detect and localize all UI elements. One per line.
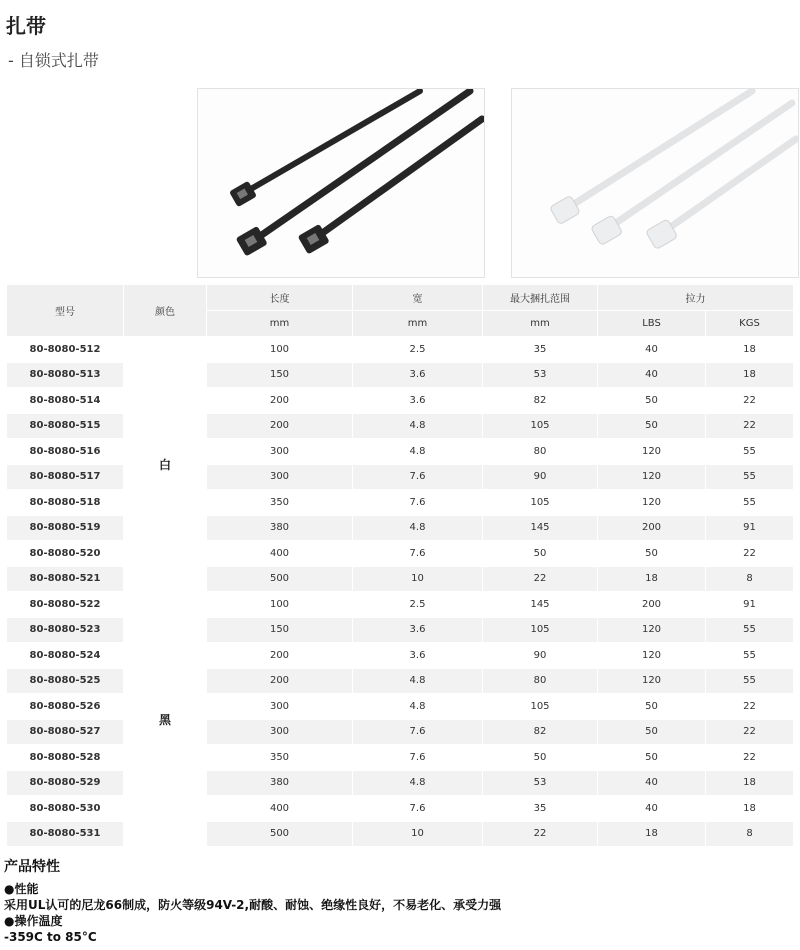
range-cell: 35 — [483, 796, 598, 822]
header-length: 长度 — [207, 285, 353, 311]
white-cable-tie — [550, 91, 752, 225]
table-row — [7, 337, 794, 363]
width-cell: 7.6 — [353, 541, 483, 567]
product-features — [4, 856, 501, 945]
width-cell: 7.6 — [353, 490, 483, 516]
lbs-cell: 18 — [598, 821, 706, 847]
width-cell: 4.8 — [353, 770, 483, 796]
range-cell: 50 — [483, 541, 598, 567]
width-cell: 2.5 — [353, 592, 483, 618]
lbs-cell: 50 — [598, 541, 706, 567]
lbs-cell: 120 — [598, 617, 706, 643]
kgs-cell: 55 — [706, 439, 794, 465]
length-cell: 100 — [207, 337, 353, 363]
kgs-cell: 55 — [706, 643, 794, 669]
width-cell: 4.8 — [353, 413, 483, 439]
lbs-cell: 40 — [598, 337, 706, 363]
length-cell: 300 — [207, 464, 353, 490]
lbs-cell: 40 — [598, 796, 706, 822]
lbs-cell: 120 — [598, 464, 706, 490]
header-model: 型号 — [7, 285, 124, 337]
length-cell: 200 — [207, 413, 353, 439]
kgs-cell: 22 — [706, 541, 794, 567]
lbs-cell: 120 — [598, 643, 706, 669]
model-cell: 80-8080-526 — [7, 694, 124, 720]
length-cell: 150 — [207, 617, 353, 643]
kgs-cell: 91 — [706, 515, 794, 541]
model-cell: 80-8080-512 — [7, 337, 124, 363]
width-cell: 4.8 — [353, 515, 483, 541]
width-cell: 3.6 — [353, 362, 483, 388]
lbs-cell: 40 — [598, 770, 706, 796]
lbs-cell: 120 — [598, 490, 706, 516]
range-cell: 80 — [483, 439, 598, 465]
model-cell: 80-8080-516 — [7, 439, 124, 465]
range-cell: 35 — [483, 337, 598, 363]
kgs-cell: 18 — [706, 337, 794, 363]
kgs-cell: 22 — [706, 694, 794, 720]
performance-heading: ●性能 — [4, 882, 39, 896]
unit-kgs: KGS — [706, 311, 794, 337]
model-cell: 80-8080-513 — [7, 362, 124, 388]
length-cell: 400 — [207, 796, 353, 822]
length-cell: 380 — [207, 770, 353, 796]
width-cell: 10 — [353, 821, 483, 847]
lbs-cell: 200 — [598, 592, 706, 618]
length-cell: 300 — [207, 719, 353, 745]
table-row — [7, 592, 794, 618]
length-cell: 380 — [207, 515, 353, 541]
spec-table — [6, 284, 794, 847]
width-cell: 7.6 — [353, 719, 483, 745]
kgs-cell: 8 — [706, 566, 794, 592]
range-cell: 82 — [483, 388, 598, 414]
model-cell: 80-8080-525 — [7, 668, 124, 694]
width-cell: 4.8 — [353, 668, 483, 694]
model-cell: 80-8080-522 — [7, 592, 124, 618]
length-cell: 150 — [207, 362, 353, 388]
kgs-cell: 22 — [706, 413, 794, 439]
length-cell: 300 — [207, 694, 353, 720]
model-cell: 80-8080-519 — [7, 515, 124, 541]
unit-max-bundle: mm — [483, 311, 598, 337]
lbs-cell: 50 — [598, 745, 706, 771]
range-cell: 53 — [483, 770, 598, 796]
page-title: 扎带 — [6, 14, 46, 38]
model-cell: 80-8080-521 — [7, 566, 124, 592]
range-cell: 105 — [483, 617, 598, 643]
lbs-cell: 120 — [598, 668, 706, 694]
lbs-cell: 50 — [598, 694, 706, 720]
kgs-cell: 8 — [706, 821, 794, 847]
range-cell: 105 — [483, 490, 598, 516]
model-cell: 80-8080-528 — [7, 745, 124, 771]
range-cell: 145 — [483, 515, 598, 541]
kgs-cell: 22 — [706, 388, 794, 414]
features-title: 产品特性 — [4, 859, 60, 875]
range-cell: 50 — [483, 745, 598, 771]
range-cell: 22 — [483, 566, 598, 592]
length-cell: 200 — [207, 388, 353, 414]
white-cable-ties-illustration — [512, 89, 798, 277]
length-cell: 500 — [207, 566, 353, 592]
lbs-cell: 50 — [598, 413, 706, 439]
temperature-heading: ●操作温度 — [4, 914, 63, 928]
width-cell: 4.8 — [353, 694, 483, 720]
white-cable-ties-photo — [511, 88, 799, 278]
width-cell: 3.6 — [353, 643, 483, 669]
lbs-cell: 200 — [598, 515, 706, 541]
width-cell: 3.6 — [353, 617, 483, 643]
length-cell: 400 — [207, 541, 353, 567]
kgs-cell: 22 — [706, 745, 794, 771]
range-cell: 90 — [483, 643, 598, 669]
model-cell: 80-8080-523 — [7, 617, 124, 643]
model-cell: 80-8080-529 — [7, 770, 124, 796]
header-tension: 拉力 — [598, 285, 794, 311]
temperature-text: -359C to 85°C — [4, 930, 97, 944]
black-cable-tie — [298, 119, 482, 255]
range-cell: 22 — [483, 821, 598, 847]
width-cell: 7.6 — [353, 796, 483, 822]
header-max-bundle: 最大捆扎范围 — [483, 285, 598, 311]
length-cell: 200 — [207, 668, 353, 694]
lbs-cell: 18 — [598, 566, 706, 592]
lbs-cell: 120 — [598, 439, 706, 465]
lbs-cell: 50 — [598, 388, 706, 414]
model-cell: 80-8080-520 — [7, 541, 124, 567]
page-subtitle: - 自锁式扎带 — [8, 51, 99, 70]
kgs-cell: 18 — [706, 770, 794, 796]
color-group-white: 白 — [124, 337, 207, 592]
range-cell: 105 — [483, 413, 598, 439]
width-cell: 7.6 — [353, 745, 483, 771]
range-cell: 145 — [483, 592, 598, 618]
kgs-cell: 55 — [706, 617, 794, 643]
model-cell: 80-8080-531 — [7, 821, 124, 847]
lbs-cell: 40 — [598, 362, 706, 388]
unit-length: mm — [207, 311, 353, 337]
kgs-cell: 22 — [706, 719, 794, 745]
black-cable-tie — [236, 91, 470, 257]
range-cell: 90 — [483, 464, 598, 490]
length-cell: 350 — [207, 745, 353, 771]
unit-width: mm — [353, 311, 483, 337]
black-cable-ties-illustration — [198, 89, 484, 277]
model-cell: 80-8080-514 — [7, 388, 124, 414]
header-width: 宽 — [353, 285, 483, 311]
kgs-cell: 55 — [706, 464, 794, 490]
width-cell: 3.6 — [353, 388, 483, 414]
performance-text: 采用UL认可的尼龙66制成，防火等级94V-2,耐酸、耐蚀、绝缘性良好，不易老化、承受力强 — [4, 898, 502, 912]
length-cell: 300 — [207, 439, 353, 465]
model-cell: 80-8080-527 — [7, 719, 124, 745]
range-cell: 82 — [483, 719, 598, 745]
width-cell: 4.8 — [353, 439, 483, 465]
kgs-cell: 18 — [706, 796, 794, 822]
unit-lbs: LBS — [598, 311, 706, 337]
range-cell: 105 — [483, 694, 598, 720]
range-cell: 80 — [483, 668, 598, 694]
model-cell: 80-8080-515 — [7, 413, 124, 439]
model-cell: 80-8080-530 — [7, 796, 124, 822]
length-cell: 100 — [207, 592, 353, 618]
model-cell: 80-8080-518 — [7, 490, 124, 516]
width-cell: 7.6 — [353, 464, 483, 490]
length-cell: 200 — [207, 643, 353, 669]
width-cell: 2.5 — [353, 337, 483, 363]
model-cell: 80-8080-524 — [7, 643, 124, 669]
length-cell: 350 — [207, 490, 353, 516]
range-cell: 53 — [483, 362, 598, 388]
kgs-cell: 55 — [706, 490, 794, 516]
color-group-black: 黑 — [124, 592, 207, 847]
kgs-cell: 91 — [706, 592, 794, 618]
length-cell: 500 — [207, 821, 353, 847]
kgs-cell: 18 — [706, 362, 794, 388]
kgs-cell: 55 — [706, 668, 794, 694]
header-color: 颜色 — [124, 285, 207, 337]
model-cell: 80-8080-517 — [7, 464, 124, 490]
width-cell: 10 — [353, 566, 483, 592]
lbs-cell: 50 — [598, 719, 706, 745]
black-cable-ties-photo — [197, 88, 485, 278]
